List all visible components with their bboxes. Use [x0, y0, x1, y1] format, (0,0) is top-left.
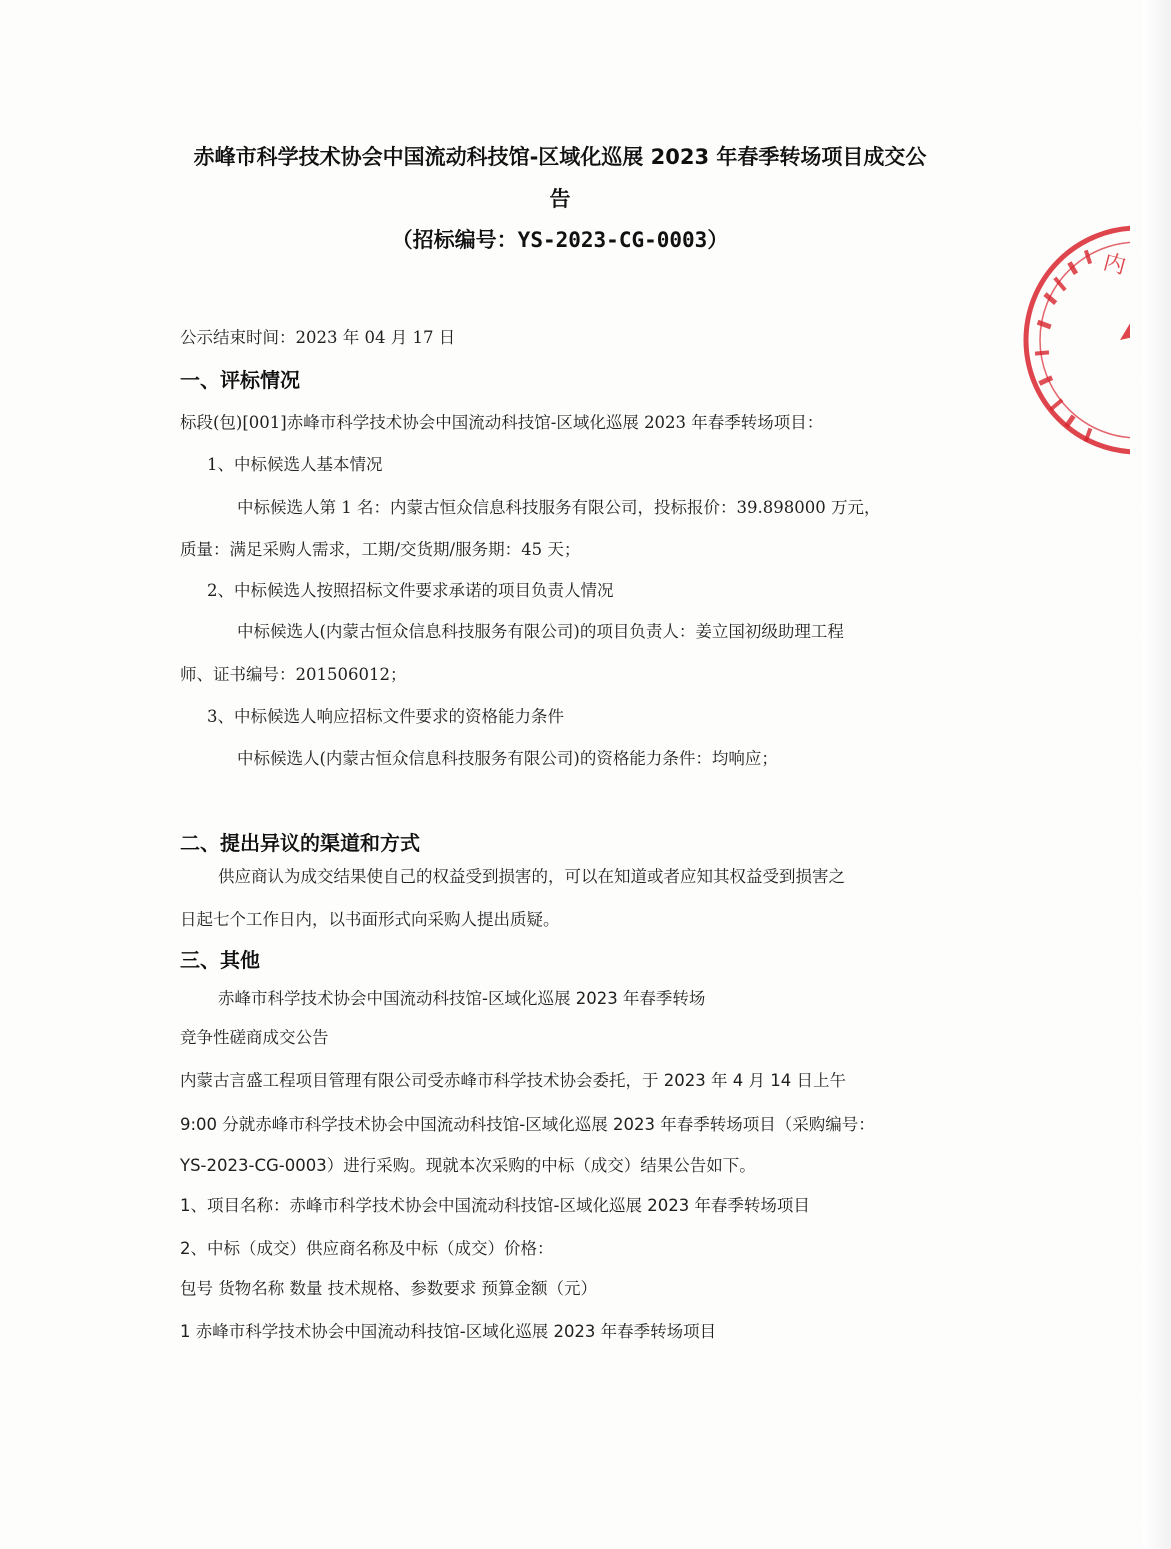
section1-intro: 标段(包)[001]赤峰市科学技术协会中国流动科技馆-区域化巡展 2023 年春季转场项目：: [180, 413, 824, 432]
section-heading-other: 三、其他: [180, 948, 260, 972]
item2-title: 2、中标候选人按照招标文件要求承诺的项目负责人情况: [207, 581, 614, 600]
item3-text: 中标候选人(内蒙古恒众信息科技服务有限公司)的资格能力条件：均响应；: [237, 749, 778, 768]
other-line-1: 赤峰市科学技术协会中国流动科技馆-区域化巡展 2023 年春季转场: [218, 989, 706, 1008]
stamp-character: 内: [1100, 249, 1129, 280]
official-seal-stamp: [1020, 222, 1130, 458]
objection-text-continued: 日起七个工作日内，以书面形式向采购人提出质疑。: [180, 910, 560, 929]
item1-text: 中标候选人第 1 名：内蒙古恒众信息科技服务有限公司，投标报价：39.898000 万元，: [237, 498, 881, 517]
item2-text-continued: 师、证书编号：201506012；: [180, 665, 407, 684]
item1-title: 1、中标候选人基本情况: [207, 455, 383, 474]
document-title-continued: 告: [549, 187, 571, 211]
other-line-6: 1、项目名称：赤峰市科学技术协会中国流动科技馆-区域化巡展 2023 年春季转场项目: [180, 1196, 810, 1215]
item2-text: 中标候选人(内蒙古恒众信息科技服务有限公司)的项目负责人：姜立国初级助理工程: [237, 622, 844, 641]
tender-number: （招标编号：YS-2023-CG-0003）: [391, 228, 729, 252]
other-line-3: 内蒙古言盛工程项目管理有限公司受赤峰市科学技术协会委托，于 2023 年 4 月 14 日上午: [180, 1071, 846, 1090]
other-line-4: 9:00 分就赤峰市科学技术协会中国流动科技馆-区域化巡展 2023 年春季转场项目（采购编号：: [180, 1115, 875, 1134]
item3-title: 3、中标候选人响应招标文件要求的资格能力条件: [207, 707, 564, 726]
document-title: 赤峰市科学技术协会中国流动科技馆-区域化巡展 2023 年春季转场项目成交公: [193, 145, 927, 169]
table-row-1: 1 赤峰市科学技术协会中国流动科技馆-区域化巡展 2023 年春季转场项目: [180, 1322, 717, 1341]
section-heading-evaluation: 一、评标情况: [180, 368, 300, 392]
item1-text-continued: 质量：满足采购人需求，工期/交货期/服务期：45 天；: [180, 540, 581, 559]
table-header-line: 包号 货物名称 数量 技术规格、参数要求 预算金额（元）: [180, 1279, 597, 1298]
page-edge-shadow: [1143, 0, 1171, 1549]
objection-text: 供应商认为成交结果使自己的权益受到损害的，可以在知道或者应知其权益受到损害之: [218, 867, 845, 886]
other-line-5: YS-2023-CG-0003）进行采购。现就本次采购的中标（成交）结果公告如下。: [180, 1156, 756, 1175]
section-heading-objection: 二、提出异议的渠道和方式: [180, 831, 420, 855]
other-line-7: 2、中标（成交）供应商名称及中标（成交）价格：: [180, 1239, 554, 1258]
publicity-end-time: 公示结束时间：2023 年 04 月 17 日: [180, 328, 456, 347]
other-line-2: 竞争性磋商成交公告: [180, 1028, 329, 1047]
